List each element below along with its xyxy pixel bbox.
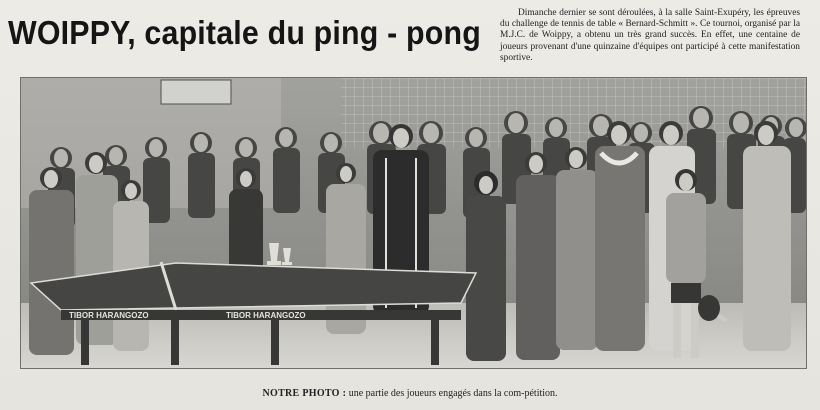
- caption-text: une partie des joueurs engagés dans la com-pétition.: [348, 388, 558, 399]
- team-photo: [20, 77, 807, 369]
- caption-label: NOTRE PHOTO :: [262, 388, 347, 399]
- headline: WOIPPY, capitale du ping - pong: [8, 14, 481, 51]
- table-brand-right: TIBOR HARANGOZO: [226, 311, 306, 320]
- intro-paragraph: Dimanche dernier se sont déroulées, à la salle Saint-Exupéry, les épreuves du challenge de tennis de table « Bernard-Schmitt ». Ce tournoi, organisé par la M.J.C. de Woippy, a obtenu un très grand succès. En effet, une centaine de joueurs provenant d'une quinzaine d'équipes ont participé à cette manifestation sportive.: [500, 8, 800, 63]
- table-brand-left: TIBOR HARANGOZO: [69, 311, 149, 320]
- photo-caption: [0, 388, 820, 399]
